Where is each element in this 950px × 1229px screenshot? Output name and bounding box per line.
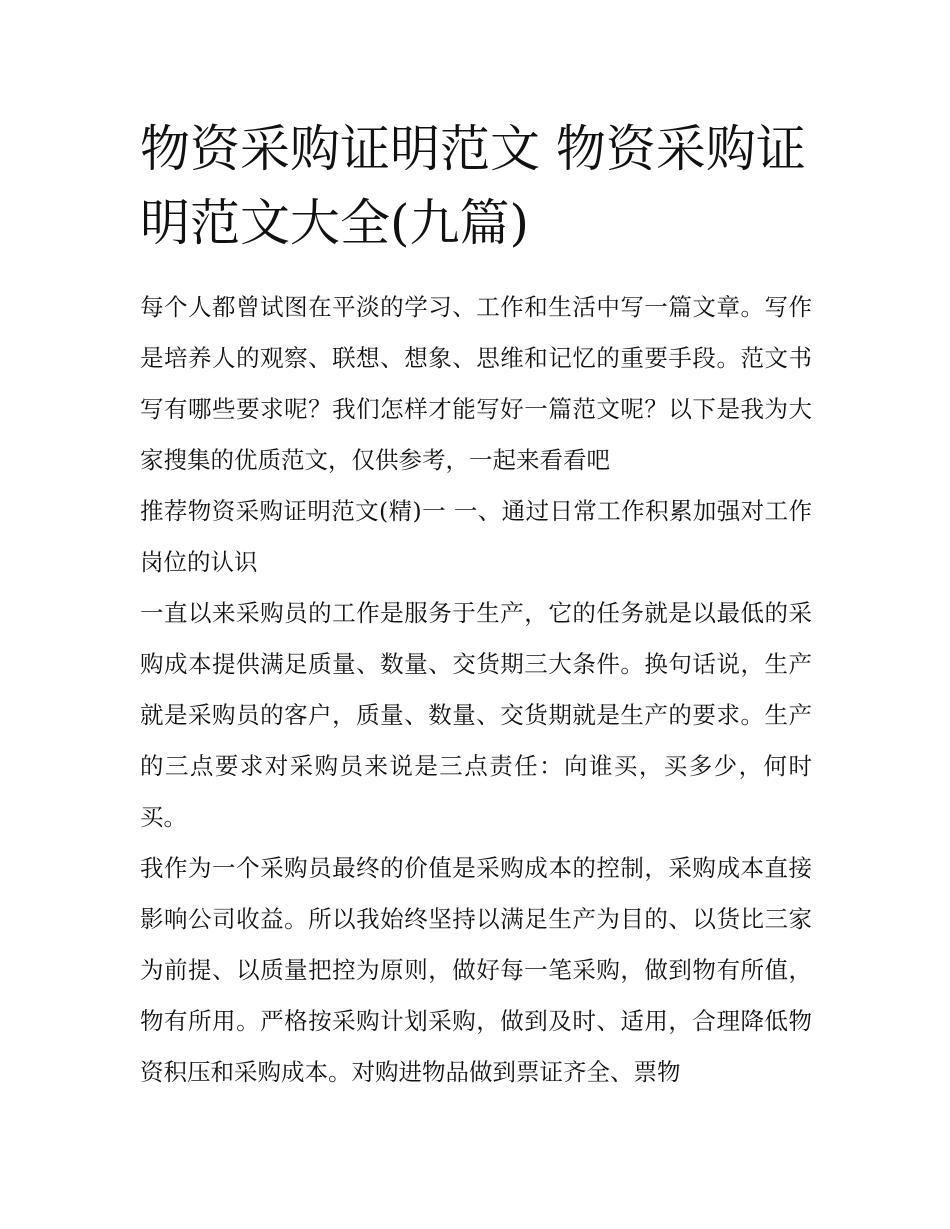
section-heading-paragraph: 推荐物资采购证明范文(精)一 一、通过日常工作积累加强对工作岗位的认识 bbox=[140, 497, 812, 576]
body-paragraph: 我作为一个采购员最终的价值是采购成本的控制，采购成本直接影响公司收益。所以我始终坚持以满足生产为目的、以货比三家为前提、以质量把控为原则，做好每一笔采购，做到物有所值，物有所用。严格按采购计划采购，做到及时、适用，合理降低物资积压和采购成本。对购进物品做到票证齐全、票物 bbox=[140, 854, 812, 1086]
body-paragraph: 一直以来采购员的工作是服务于生产，它的任务就是以最低的采购成本提供满足质量、数量、交货期三大条件。换句话说，生产就是采购员的客户，质量、数量、交货期就是生产的要求。生产的三点要求对采购员来说是三点责任：向谁买，买多少，何时买。 bbox=[140, 599, 812, 831]
intro-paragraph: 每个人都曾试图在平淡的学习、工作和生活中写一篇文章。写作是培养人的观察、联想、想象、思维和记忆的重要手段。范文书写有哪些要求呢？我们怎样才能写好一篇范文呢？以下是我为大家搜集的优质范文，仅供参考，一起来看看吧 bbox=[140, 293, 812, 474]
document-title: 物资采购证明范文 物资采购证明范文大全(九篇) bbox=[140, 120, 806, 252]
document-page bbox=[140, 112, 812, 1098]
